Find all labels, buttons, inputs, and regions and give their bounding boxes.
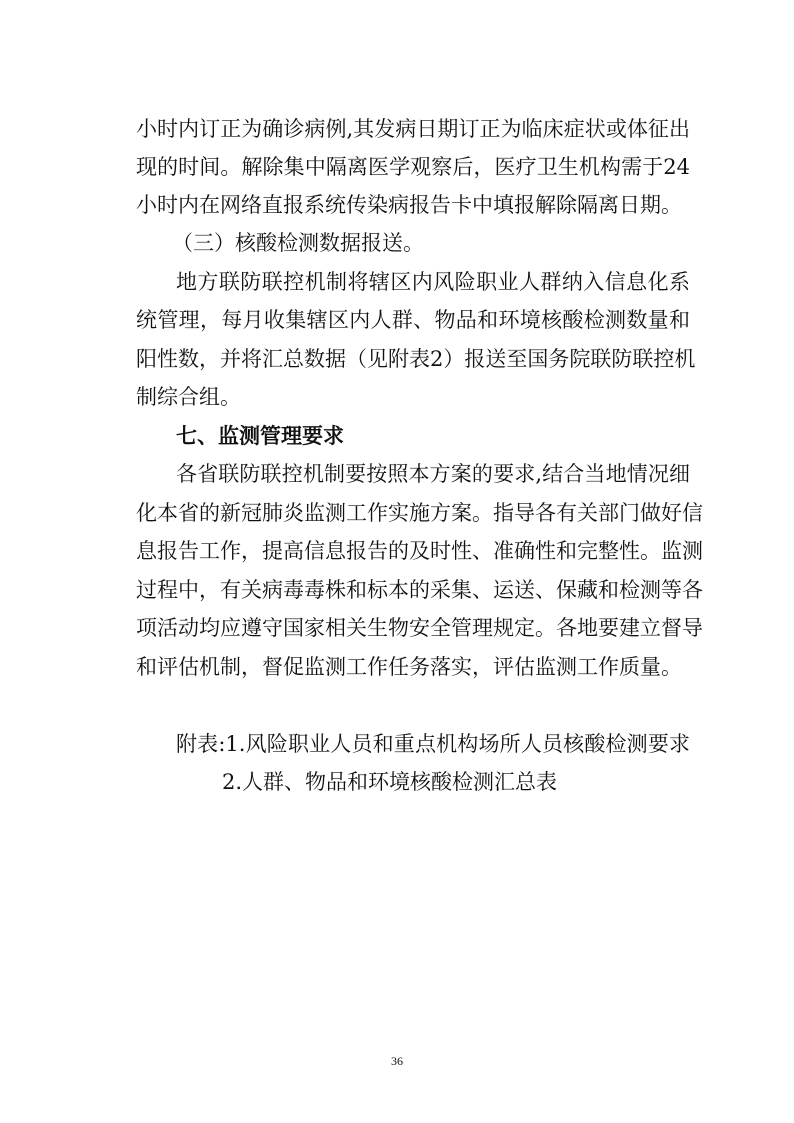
attachment-line: 附表:1.风险职业人员和重点机构场所人员核酸检测要求 [176,732,690,756]
attachment-line: 2.人群、物品和环境核酸检测汇总表 [222,770,558,794]
paragraph-line: 地方联防联控机制将辖区内风险职业人群纳入信息化系 [176,270,690,294]
paragraph-line: 现的时间。解除集中隔离医学观察后，医疗卫生机构需于24 [136,155,690,179]
paragraph-line: 过程中，有关病毒毒株和标本的采集、运送、保藏和检测等各 [136,578,703,602]
section-heading: 七、监测管理要求 [176,424,344,448]
page-number: 36 [391,1054,403,1068]
paragraph-line: 统管理，每月收集辖区内人群、物品和环境核酸检测数量和 [136,308,690,332]
paragraph-line: 小时内订正为确诊病例,其发病日期订正为临床症状或体征出 [136,117,690,141]
paragraph-line: 阳性数，并将汇总数据（见附表2）报送至国务院联防联控机 [136,347,696,371]
paragraph-line: 化本省的新冠肺炎监测工作实施方案。指导各有关部门做好信 [136,501,703,525]
subheading: （三）核酸检测数据报送。 [172,231,424,255]
paragraph-line: 小时内在网络直报系统传染病报告卡中填报解除隔离日期。 [136,193,682,217]
paragraph-line: 各省联防联控机制要按照本方案的要求,结合当地情况细 [176,462,690,486]
paragraph-line: 制综合组。 [136,385,241,409]
paragraph-line: 和评估机制，督促监测工作任务落实，评估监测工作质量。 [136,655,682,679]
paragraph-line: 息报告工作，提高信息报告的及时性、准确性和完整性。监测 [136,539,703,563]
paragraph-line: 项活动均应遵守国家相关生物安全管理规定。各地要建立督导 [136,616,703,640]
